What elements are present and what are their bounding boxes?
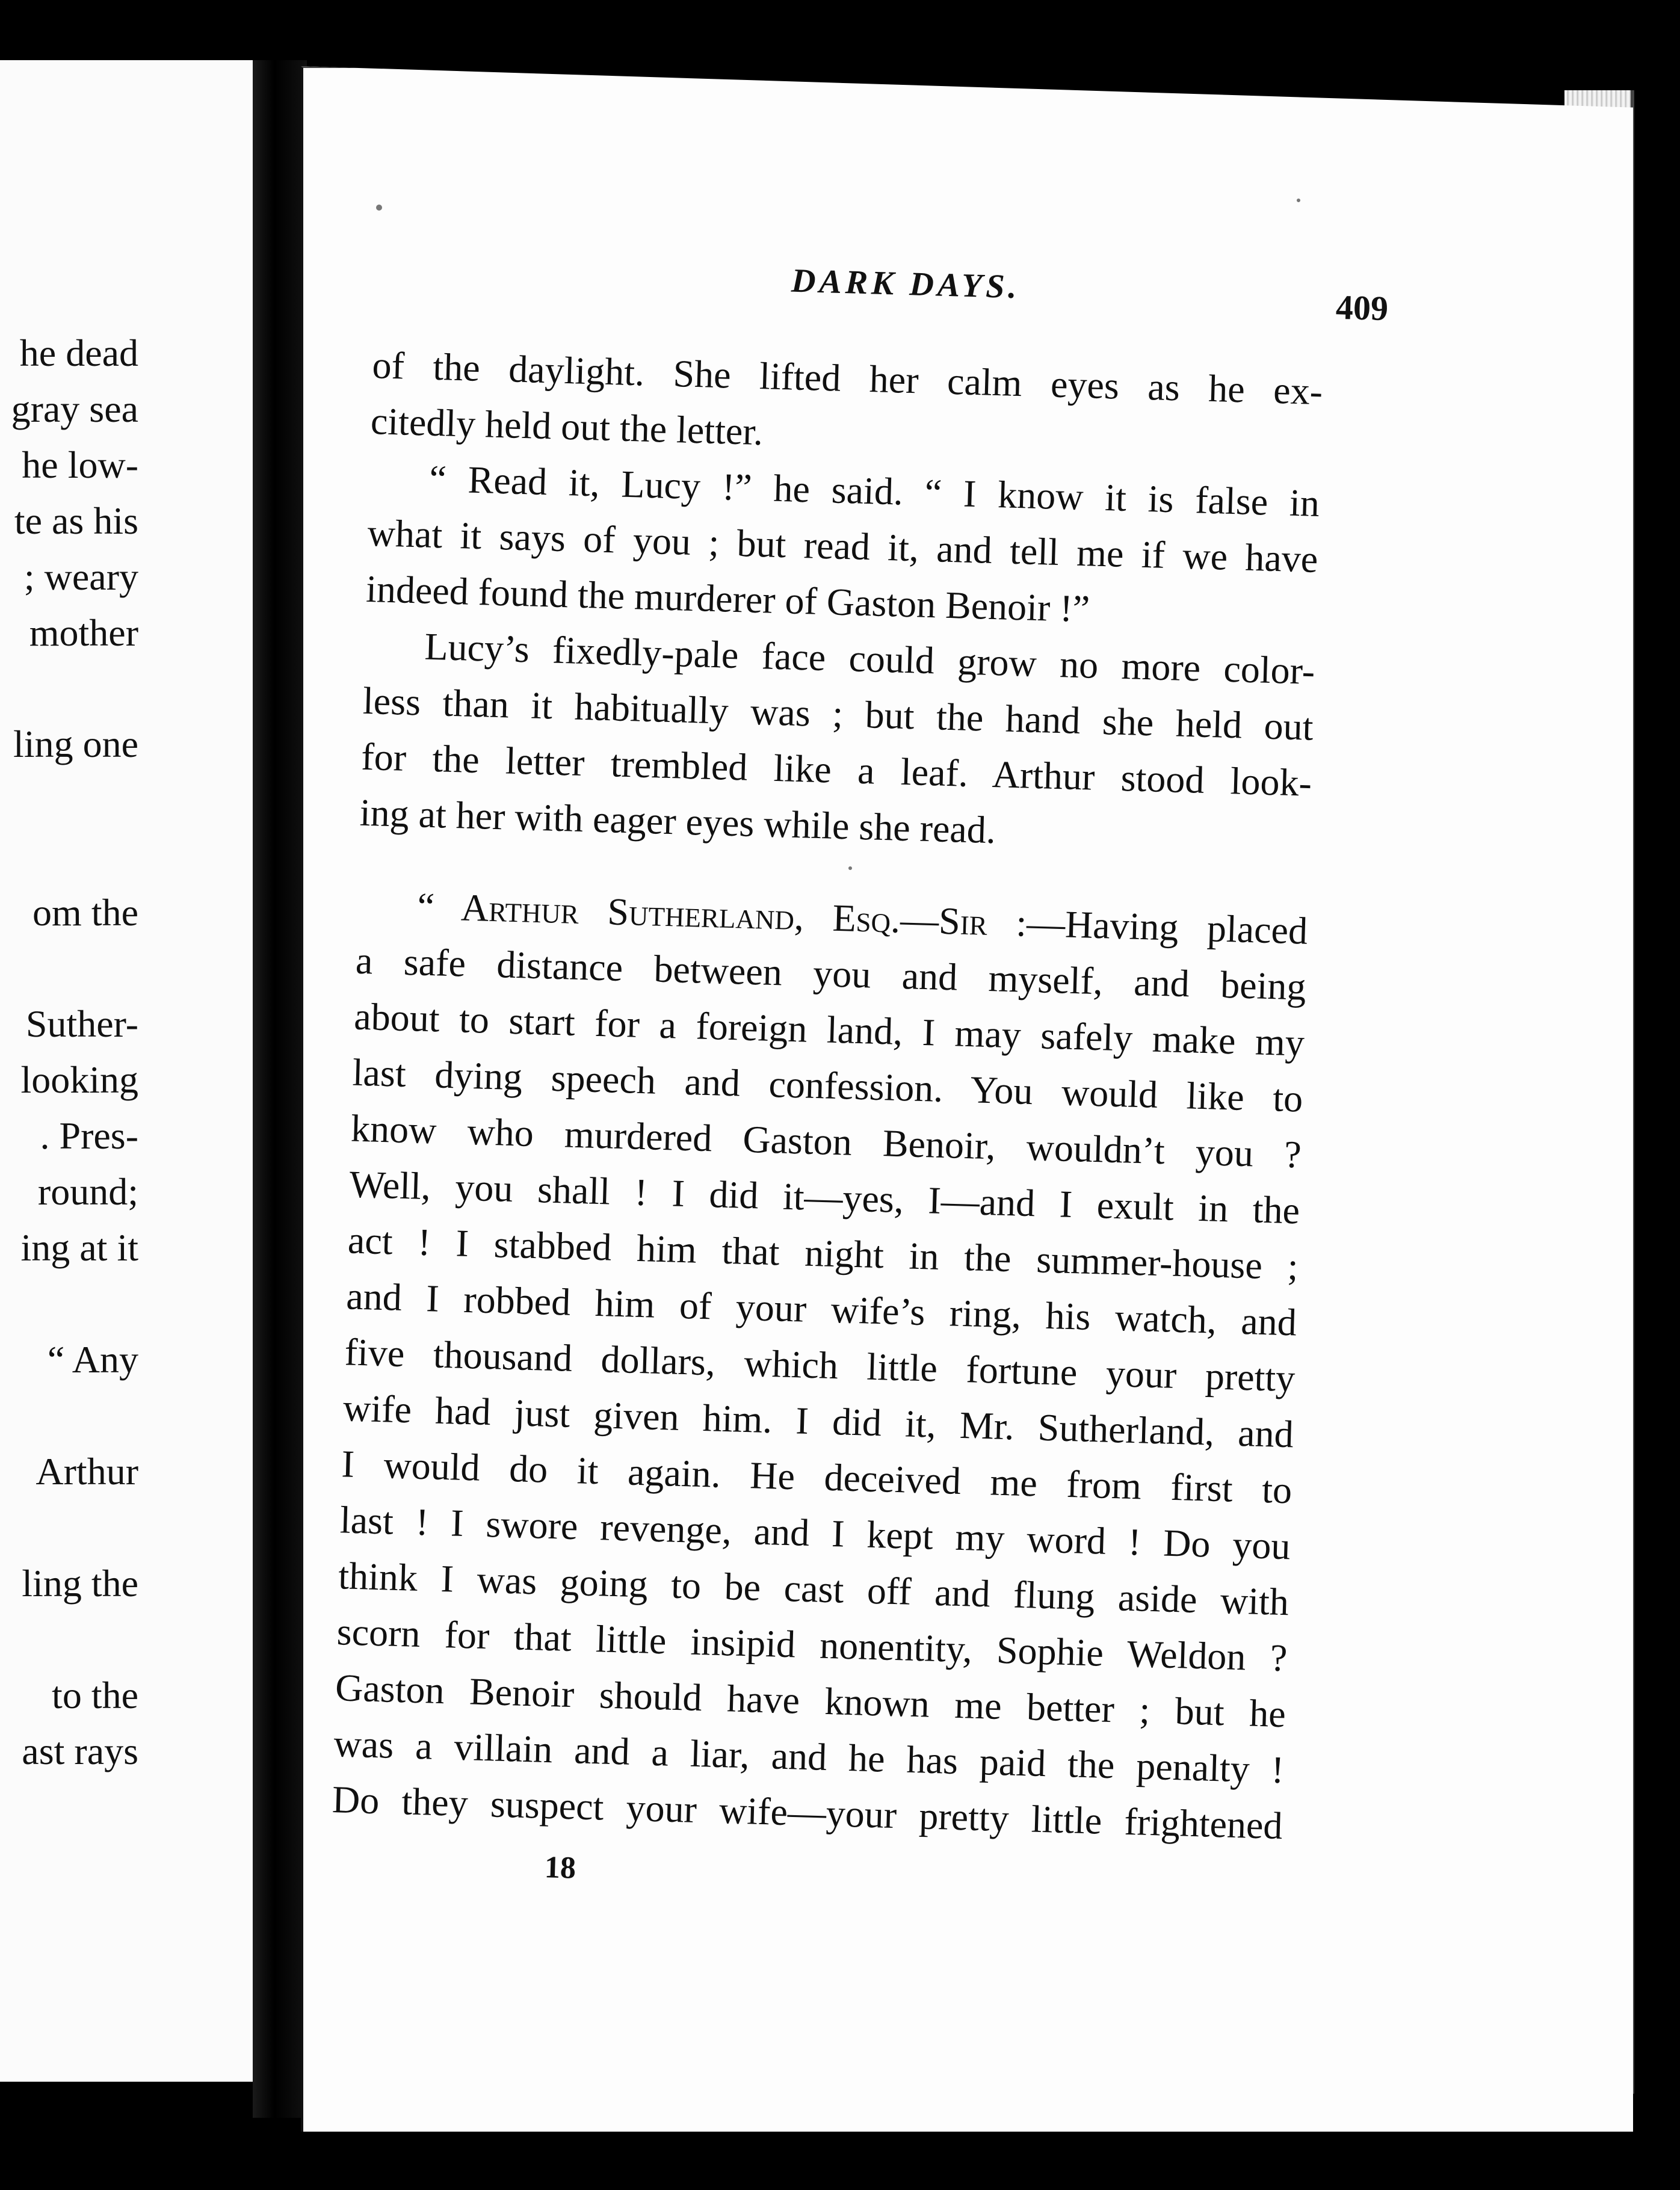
left-page-line: to the [52,1674,138,1717]
left-page-line: ling one [13,723,138,765]
letter-line: wife had just given him. I did it, Mr. Sutherland, and [342,1386,1294,1456]
paper-speck [1297,199,1300,202]
left-page-line: . Pres- [40,1114,138,1157]
letter-salutation-name: “ Arthur Sutherland, Esq. [416,884,901,941]
letter-line: about to start for a foreign land, I may safely make my [353,995,1305,1064]
letter-line: Well, you shall ! I did it—yes, I—and I exult in the [348,1162,1301,1232]
text-line: indeed found the murderer of Gaston Benoir !” [365,567,1090,631]
left-page-line: te as his [14,499,138,542]
signature-mark: 18 [544,1850,576,1886]
left-page-line: ; weary [23,555,138,598]
letter-line: know who murdered Gaston Benoir, wouldn’t you ? [350,1106,1302,1176]
left-page-line: “ Any [47,1338,138,1381]
left-page-line: he low- [22,443,138,486]
left-page-line: he dead [19,332,138,374]
left-page-line: ing at it [20,1226,138,1269]
letter-line: a safe distance between you and myself, and being [355,939,1307,1008]
left-page-line: round; [37,1170,138,1213]
body-text [332,337,1396,1856]
running-head: DARK DAYS. [791,262,1021,306]
left-page-line: looking [20,1058,138,1101]
book-gutter [253,60,307,2118]
letter-opening-text: Having placed [1064,902,1309,952]
left-page-line: gray sea [11,387,138,430]
letter-line: last dying speech and confession. You would like to [351,1050,1304,1120]
left-page-line: ling the [22,1562,138,1605]
letter-line: I would do it again. He deceived me from first to [341,1442,1293,1512]
page-number: 409 [1335,287,1389,328]
text-line: Lucy’s fixedly-pale face could grow no more color- [424,625,1316,692]
letter-line: act ! I stabbed him that night in the summer-house ; [347,1218,1299,1288]
left-page-line: Suther- [25,1002,138,1045]
text-line: of the daylight. She lifted her calm eyes as he ex- [371,343,1324,413]
left-page-fragment [0,60,255,2082]
left-page-line: mother [29,611,138,654]
letter-line: five thousand dollars, which little fortune your pretty [344,1330,1296,1400]
letter-salutation-sir: —Sir :— [900,898,1066,946]
left-page-line: om the [32,891,138,934]
letter-line: and I robbed him of your wife’s ring, his watch, and [345,1274,1297,1344]
letter-line: scorn for that little insipid nonentity, Sophie Weldon ? [336,1610,1288,1680]
letter-line: last ! I swore revenge, and I kept my word ! Do you [339,1498,1291,1568]
text-line: less than it habitually was ; but the hand she held out [362,679,1314,748]
left-page-line: Arthur [36,1450,138,1493]
left-page-line: ast rays [22,1730,138,1772]
text-line: for the letter trembled like a leaf. Arthur stood look- [360,735,1312,804]
letter-line: was a villain and a liar, and he has paid the penalty ! [333,1722,1285,1792]
letter-line: think I was going to be cast off and flung aside with [338,1554,1289,1624]
paper-speck [848,866,852,870]
text-line: citedly held out the letter. [370,399,764,454]
letter-line: Do they suspect your wife—your pretty little frightened [332,1778,1283,1848]
letter-line: Gaston Benoir should have known me better ; but he [335,1666,1286,1736]
text-line: “ Read it, Lucy !” he said. “ I know it is false in [428,457,1320,525]
text-line: ing at her with eager eyes while she read. [359,791,996,852]
paper-speck [376,205,382,211]
text-line: what it says of you ; but read it, and tell me if we have [366,511,1319,581]
